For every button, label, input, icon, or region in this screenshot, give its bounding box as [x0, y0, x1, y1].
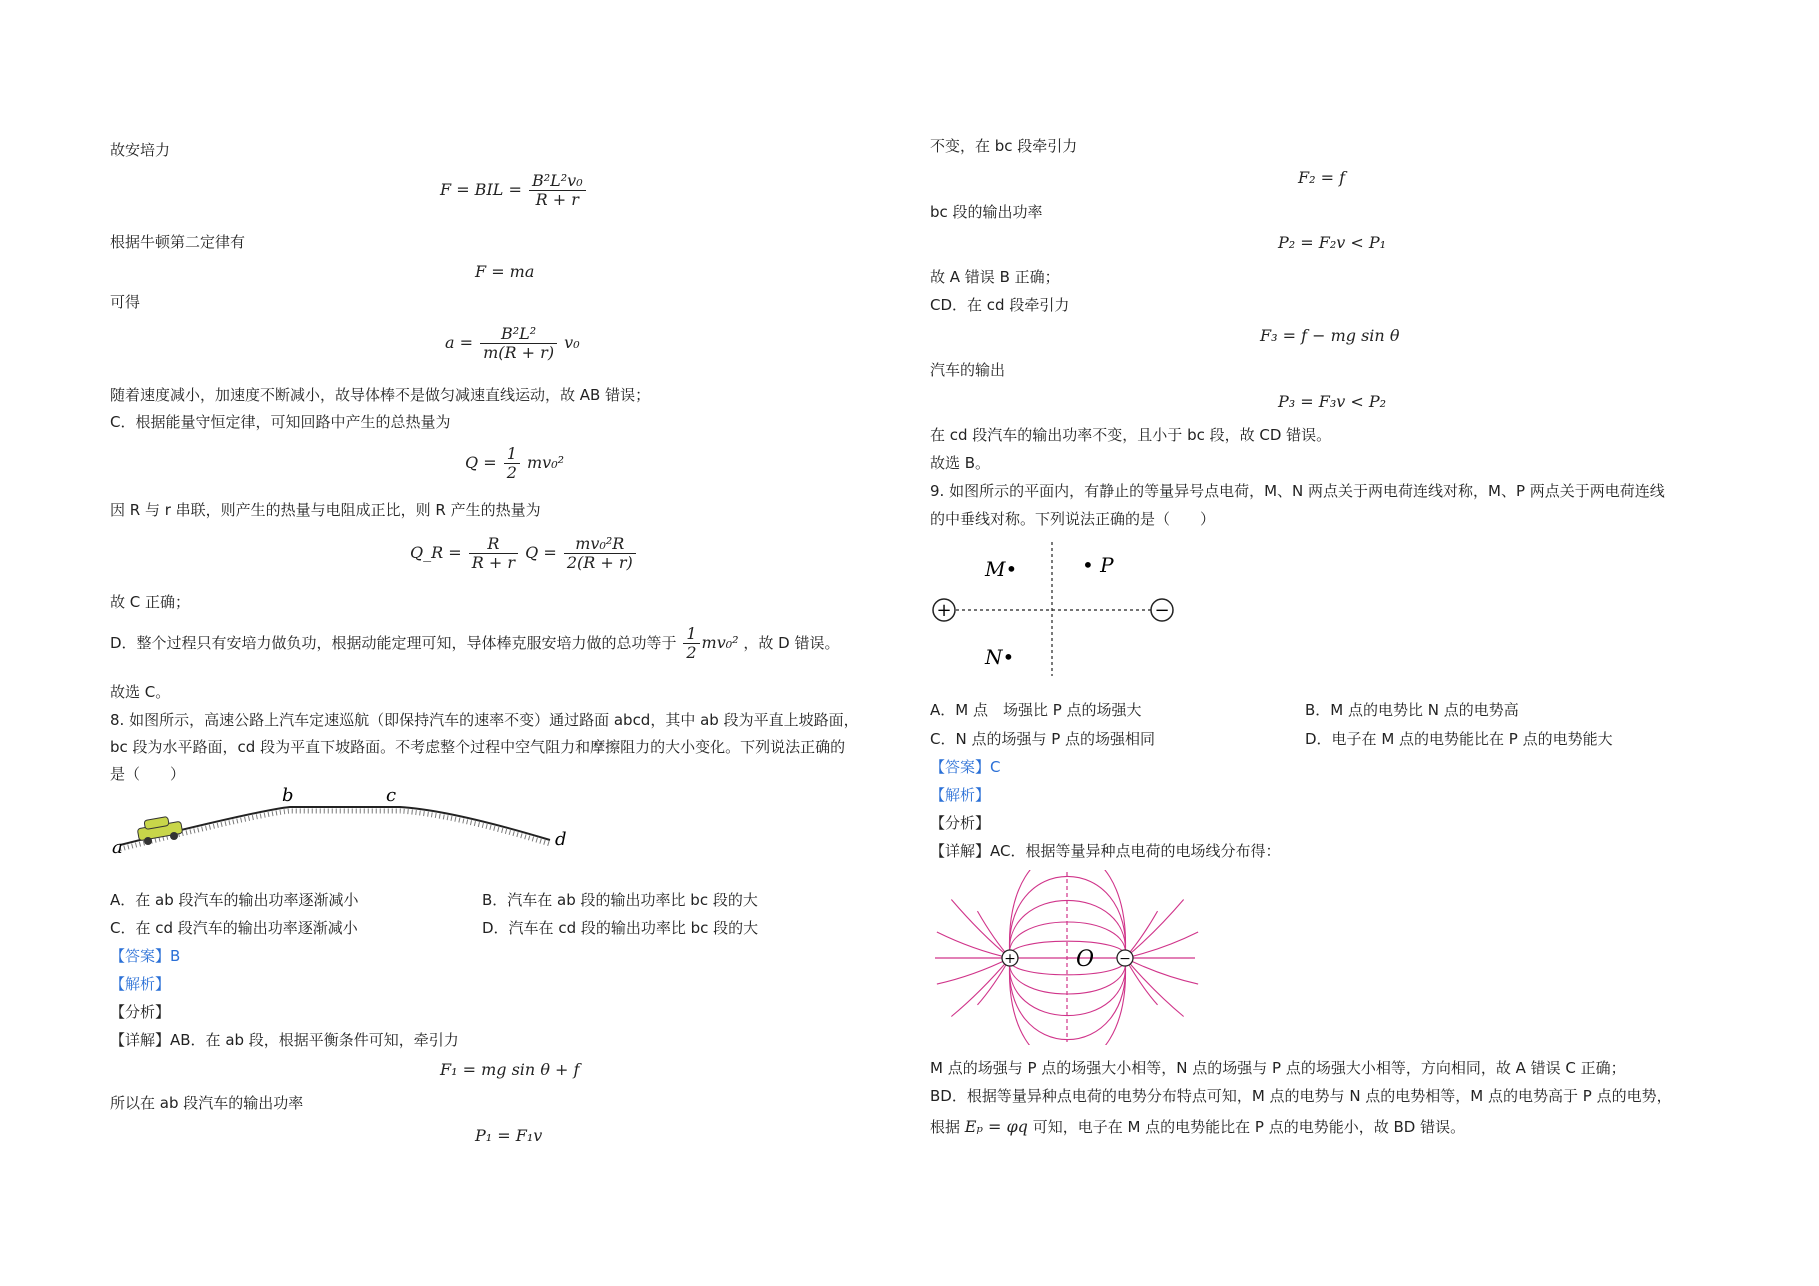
- fraction: [504, 445, 520, 482]
- field-lines-figure: [930, 870, 1200, 1045]
- denominator: 2: [686, 643, 697, 662]
- formula-part: v₀: [564, 333, 580, 352]
- question-8-line: bc 段为水平路面，cd 段为平直下坡路面。不考虑整个过程中空气阻力和摩擦阻力的大小变化。下列说法正确的: [110, 738, 846, 756]
- formula-part: a =: [445, 333, 474, 352]
- formula-ampere-force: [440, 172, 588, 209]
- text-line: M 点的场强与 P 点的场强大小相等，N 点的场强与 P 点的场强大小相等，方向相同，故 A 错误 C 正确；: [930, 1059, 1626, 1077]
- text-part: ，故 D 错误。: [743, 634, 840, 652]
- field-line: [951, 958, 1010, 1016]
- text-line: bc 段的输出功率: [930, 203, 1043, 221]
- formula-heat-r: [410, 535, 638, 572]
- formula-part: Q_R =: [410, 543, 462, 562]
- road-surface: [120, 807, 550, 845]
- analysis-label: 【解析】: [930, 786, 991, 804]
- text-line: 故选 B。: [930, 454, 991, 472]
- numerator: R: [469, 535, 518, 554]
- svg-text:+: +: [936, 600, 952, 621]
- text-part: D．整个过程只有安培力做负功，根据动能定理可知，导体棒克服安培力做的总功等于: [110, 634, 677, 652]
- field-line: [951, 900, 1010, 958]
- numerator: 1: [504, 445, 520, 464]
- formula-part: Q =: [465, 453, 497, 472]
- numerator: 1: [683, 625, 699, 644]
- formula-part: mv₀²: [526, 453, 565, 472]
- numerator: B²L²v₀: [529, 172, 586, 191]
- point-m-label: M•: [985, 557, 1018, 581]
- text-line: 在 cd 段汽车的输出功率不变，且小于 bc 段，故 CD 错误。: [930, 426, 1332, 444]
- option-b: B．汽车在 ab 段的输出功率比 bc 段的大: [482, 891, 758, 909]
- formula-part: Eₚ = φq: [964, 1117, 1028, 1136]
- answer-label: 【答案】C: [930, 758, 1001, 776]
- formula-newton: F = ma: [475, 262, 535, 281]
- detail-line: 【详解】AB．在 ab 段，根据平衡条件可知，牵引力: [110, 1031, 459, 1049]
- field-line: [1125, 958, 1184, 1016]
- text-part: 根据: [930, 1118, 961, 1136]
- formula-traction: F₁ = mg sin θ + f: [440, 1060, 580, 1079]
- option-a: A．M 点 场强比 P 点的场强大: [930, 701, 1142, 719]
- formula-acceleration: [445, 325, 580, 362]
- text-line: 汽车的输出: [930, 361, 1006, 379]
- question-9-line: 9. 如图所示的平面内，有静止的等量异号点电荷，M、N 两点关于两电荷连线对称，M、P 两点关于两电荷连线: [930, 482, 1665, 500]
- text-line: CD．在 cd 段牵引力: [930, 296, 1070, 314]
- text-line: 因 R 与 r 串联，则产生的热量与电阻成正比，则 R 产生的热量为: [110, 501, 541, 519]
- formula-f3: F₃ = f − mg sin θ: [1260, 326, 1400, 345]
- road-label-a: a: [112, 837, 123, 855]
- analysis-label: 【解析】: [110, 975, 171, 993]
- negative-charge-icon: [1117, 950, 1133, 967]
- text-line: 根据牛顿第二定律有: [110, 233, 246, 251]
- fraction: [480, 325, 557, 362]
- origin-label: O: [1076, 947, 1095, 972]
- text-line: C．根据能量守恒定律，可知回路中产生的总热量为: [110, 413, 451, 431]
- negative-charge-icon: [1151, 599, 1173, 621]
- point-p-label: • P: [1082, 553, 1114, 577]
- option-a: A．在 ab 段汽车的输出功率逐渐减小: [110, 891, 359, 909]
- text-line: [110, 625, 839, 662]
- fraction: [564, 535, 636, 572]
- field-line: [1125, 900, 1184, 958]
- question-8-line: 8. 如图所示，高速公路上汽车定速巡航（即保持汽车的速率不变）通过路面 abcd，其中 ab 段为平直上坡路面，: [110, 711, 859, 729]
- formula-part: mv₀²: [701, 633, 739, 652]
- road-label-b: b: [282, 785, 294, 806]
- option-d: D．汽车在 cd 段的输出功率比 bc 段的大: [482, 919, 759, 937]
- denominator: 2: [506, 463, 517, 482]
- answer-label: 【答案】B: [110, 947, 181, 965]
- fenxi-label: 【分析】: [930, 814, 991, 832]
- text-line: 可得: [110, 293, 141, 311]
- text-part: 可知，电子在 M 点的电势能比在 P 点的电势能小，故 BD 错误。: [1032, 1118, 1466, 1136]
- svg-text:+: +: [1004, 951, 1016, 967]
- svg-text:−: −: [1119, 951, 1131, 967]
- point-n-label: N•: [985, 645, 1015, 669]
- option-c: C．在 cd 段汽车的输出功率逐渐减小: [110, 919, 358, 937]
- text-line: 故选 C。: [110, 683, 171, 701]
- text-line: 不变，在 bc 段牵引力: [930, 137, 1078, 155]
- detail-line: 【详解】AC．根据等量异种点电荷的电场线分布得：: [930, 842, 1281, 860]
- fraction: [529, 172, 586, 209]
- text-line: [930, 1117, 1465, 1137]
- option-c: C．N 点的场强与 P 点的场强相同: [930, 730, 1156, 748]
- fenxi-label: 【分析】: [110, 1003, 171, 1021]
- question-9-line: 的中垂线对称。下列说法正确的是（ ）: [930, 510, 1216, 528]
- formula-p3: P₃ = F₃v < P₂: [1278, 392, 1387, 411]
- text-line: BD．根据等量异种点电荷的电势分布特点可知，M 点的电势与 N 点的电势相等，M 点的电势高于 P 点的电势，: [930, 1087, 1672, 1105]
- formula-part: F = BIL =: [440, 180, 522, 199]
- text-line: 故安培力: [110, 141, 171, 159]
- denominator: 2(R + r): [566, 553, 633, 572]
- numerator: mv₀²R: [564, 535, 636, 554]
- text-line: 随着速度减小，加速度不断减小，故导体棒不是做匀减速直线运动，故 AB 错误；: [110, 386, 651, 404]
- formula-f2: F₂ = f: [1298, 168, 1346, 187]
- formula-part: Q =: [525, 543, 557, 562]
- formula-p2: P₂ = F₂v < P₁: [1278, 233, 1387, 252]
- charges-figure: [930, 540, 1180, 680]
- option-b: B．M 点的电势比 N 点的电势高: [1305, 701, 1519, 719]
- text-line: 所以在 ab 段汽车的输出功率: [110, 1094, 304, 1112]
- text-line: 故 A 错误 B 正确；: [930, 268, 1060, 286]
- denominator: R + r: [535, 190, 579, 209]
- question-8-line: 是（ ）: [110, 765, 186, 783]
- text-line: 故 C 正确；: [110, 593, 191, 611]
- road-figure: [110, 785, 570, 855]
- formula-heat-total: [465, 445, 564, 482]
- positive-charge-icon: [1002, 950, 1018, 967]
- positive-charge-icon: [933, 599, 955, 621]
- denominator: R + r: [471, 553, 516, 572]
- numerator: B²L²: [480, 325, 557, 344]
- road-label-c: c: [386, 785, 397, 806]
- denominator: m(R + r): [483, 343, 555, 362]
- formula-power: P₁ = F₁v: [475, 1126, 543, 1145]
- svg-text:−: −: [1154, 600, 1170, 621]
- option-d: D．电子在 M 点的电势能比在 P 点的电势能大: [1305, 730, 1613, 748]
- fraction: [469, 535, 518, 572]
- road-label-d: d: [555, 829, 567, 850]
- fraction: [683, 625, 699, 662]
